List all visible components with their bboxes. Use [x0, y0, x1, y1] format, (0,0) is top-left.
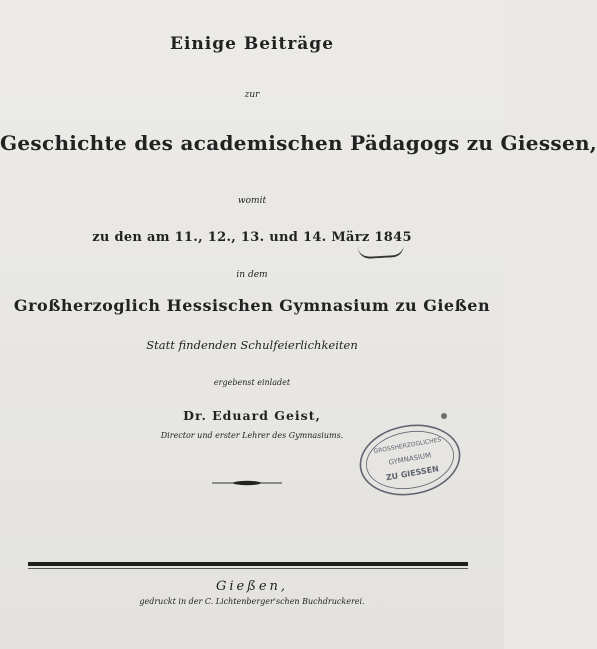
library-stamp — [352, 415, 467, 506]
author-name: Dr. Eduard Geist, — [183, 408, 321, 423]
connector-in-dem: in dem — [236, 270, 268, 280]
dates-line — [0, 230, 504, 245]
occasion-line: Statt findenden Schulfeierlichkeiten — [146, 338, 358, 352]
stamp-line-1: GROSSHERZOGLICHES — [373, 436, 442, 456]
ornament-divider — [212, 479, 282, 487]
bottom-rule-thin — [28, 568, 468, 569]
handwritten-underline — [358, 245, 405, 259]
imprint-printer: gedruckt in der C. Lichtenberger'schen Buchdruckerei. — [139, 597, 365, 606]
connector-womit: womit — [237, 196, 267, 206]
author-role: Director und erster Lehrer des Gymnasiums. — [160, 431, 344, 440]
bottom-rule-thick — [28, 562, 468, 566]
year-text: 1845 — [374, 230, 412, 245]
title-line-1: Einige Beiträge — [169, 34, 335, 54]
imprint-place: Gießen, — [215, 579, 289, 594]
connector-zur: zur — [244, 90, 260, 100]
stamp-line-2: GYMNASIUM — [387, 451, 432, 467]
stamp-line-3: ZU GIESSEN — [385, 464, 440, 483]
dates-text: zu den am 11., 12., 13. und 14. März — [92, 230, 375, 245]
title-line-2: Geschichte des academischen Pädagogs zu Giessen, — [0, 131, 597, 155]
institution-name: Großherzoglich Hessischen Gymnasium zu Gießen — [13, 296, 491, 315]
invitation-line: ergebenst einladet — [213, 378, 291, 387]
